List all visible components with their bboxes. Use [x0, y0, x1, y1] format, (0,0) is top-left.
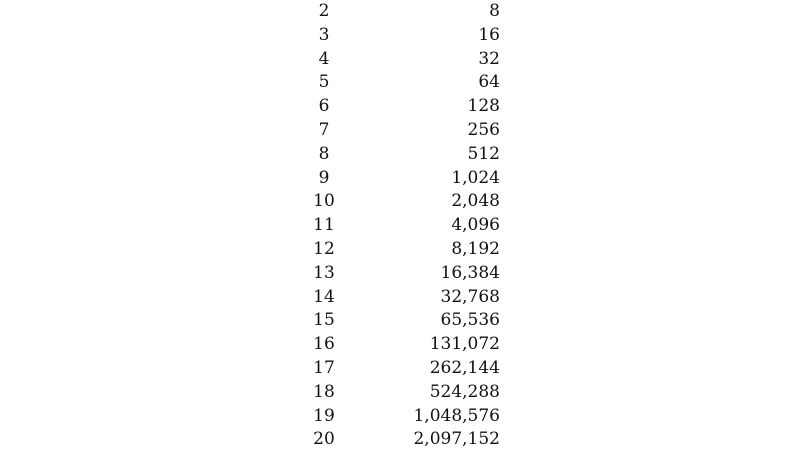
row-index-cell: 15: [313, 310, 335, 331]
row-index-cell: 9: [318, 167, 330, 188]
table-row: [300, 0, 510, 24]
table-row: [300, 190, 510, 214]
row-index-cell: 3: [318, 24, 330, 45]
row-index-cell: 12: [313, 238, 335, 259]
row-index-cell: 5: [318, 72, 330, 93]
table-row: [300, 381, 510, 405]
row-value-cell: 256: [467, 119, 500, 140]
row-value-cell: 65,536: [440, 310, 500, 331]
row-value-cell: 8: [489, 1, 500, 21]
table-row: [300, 357, 510, 381]
row-value-cell: 32,768: [440, 286, 500, 307]
row-value-cell: 16,384: [440, 262, 500, 283]
table-row: [300, 24, 510, 48]
table-row: [300, 95, 510, 119]
row-value-cell: 512: [467, 143, 500, 164]
row-index-cell: 14: [313, 286, 335, 307]
row-value-cell: 4,096: [451, 215, 500, 236]
row-index-cell: 2: [318, 1, 330, 21]
table-row: [300, 119, 510, 143]
row-value-cell: 64: [478, 72, 500, 93]
row-value-cell: 1,024: [451, 167, 500, 188]
row-value-cell: 128: [467, 96, 500, 117]
value-table: [300, 0, 510, 452]
row-value-cell: 2,097,152: [413, 429, 500, 450]
row-index-cell: 17: [313, 357, 335, 378]
row-index-cell: 4: [318, 48, 330, 69]
table-row: [300, 405, 510, 429]
row-index-cell: 19: [313, 405, 335, 426]
table-row: [300, 167, 510, 191]
table-row: [300, 48, 510, 72]
row-index-cell: 18: [313, 381, 335, 402]
table-row: [300, 238, 510, 262]
row-index-cell: 8: [318, 143, 330, 164]
table-row: [300, 143, 510, 167]
table-row: [300, 333, 510, 357]
row-value-cell: 524,288: [429, 381, 500, 402]
row-index-cell: 13: [313, 262, 335, 283]
row-value-cell: 32: [478, 48, 500, 69]
table-row: [300, 214, 510, 238]
row-index-cell: 16: [313, 334, 335, 355]
row-index-cell: 7: [318, 119, 330, 140]
row-index-cell: 6: [318, 96, 330, 117]
table-row: [300, 309, 510, 333]
row-index-cell: 10: [313, 191, 335, 212]
row-index-cell: 11: [313, 215, 335, 236]
row-value-cell: 16: [478, 24, 500, 45]
table-row: [300, 262, 510, 286]
row-value-cell: 8,192: [451, 238, 500, 259]
row-index-cell: 20: [313, 429, 335, 450]
table-row: [300, 428, 510, 452]
row-value-cell: 262,144: [429, 357, 500, 378]
table-row: [300, 286, 510, 310]
row-value-cell: 1,048,576: [413, 405, 500, 426]
row-value-cell: 2,048: [451, 191, 500, 212]
table-row: [300, 71, 510, 95]
row-value-cell: 131,072: [429, 334, 500, 355]
